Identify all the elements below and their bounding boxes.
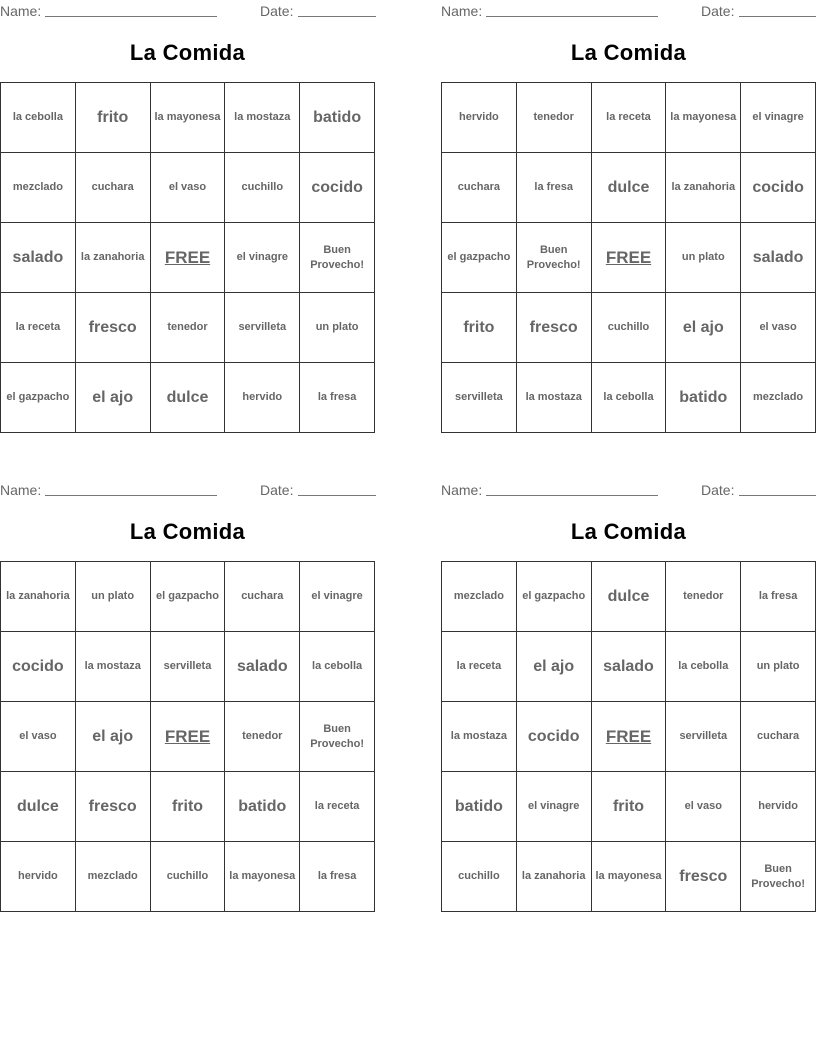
bingo-grid bbox=[0, 561, 375, 912]
bingo-cell: fresco bbox=[666, 842, 741, 912]
bingo-cell: dulce bbox=[592, 153, 667, 223]
bingo-cell: cuchara bbox=[741, 702, 816, 772]
card-title: La Comida bbox=[129, 40, 246, 65]
date-blank-line bbox=[739, 16, 816, 17]
bingo-cell: la fresa bbox=[741, 562, 816, 632]
bingo-cell: el ajo bbox=[517, 632, 592, 702]
bingo-cell: mezclado bbox=[76, 842, 151, 912]
bingo-cell: la mostaza bbox=[442, 702, 517, 772]
bingo-cell: tenedor bbox=[517, 83, 592, 153]
bingo-cell: el ajo bbox=[76, 702, 151, 772]
bingo-cell: el ajo bbox=[666, 293, 741, 363]
date-blank-line bbox=[298, 495, 376, 496]
bingo-cell: la fresa bbox=[300, 363, 375, 433]
free-space-cell: FREE bbox=[151, 223, 226, 293]
bingo-cell: la zanahoria bbox=[517, 842, 592, 912]
bingo-cell: servilleta bbox=[666, 702, 741, 772]
name-blank-line bbox=[45, 495, 217, 496]
card-title: La Comida bbox=[570, 519, 687, 544]
bingo-cell: dulce bbox=[151, 363, 226, 433]
bingo-cell: la mayonesa bbox=[151, 83, 226, 153]
bingo-cell: servilleta bbox=[442, 363, 517, 433]
card-header bbox=[0, 479, 375, 501]
bingo-cell: el vaso bbox=[666, 772, 741, 842]
name-label: Name: bbox=[441, 3, 483, 19]
date-label: Date: bbox=[701, 3, 735, 19]
bingo-cell: el gazpacho bbox=[1, 363, 76, 433]
date-blank-line bbox=[739, 495, 816, 496]
bingo-cell: cuchara bbox=[442, 153, 517, 223]
bingo-cell: cuchillo bbox=[225, 153, 300, 223]
bingo-cell: salado bbox=[1, 223, 76, 293]
bingo-cell: el vaso bbox=[1, 702, 76, 772]
bingo-cell: la receta bbox=[442, 632, 517, 702]
free-space-cell: FREE bbox=[592, 702, 667, 772]
bingo-cell: la cebolla bbox=[666, 632, 741, 702]
bingo-cell: salado bbox=[741, 223, 816, 293]
date-blank-line bbox=[298, 16, 376, 17]
bingo-cell: el gazpacho bbox=[442, 223, 517, 293]
bingo-cell: la receta bbox=[300, 772, 375, 842]
date-label: Date: bbox=[260, 482, 294, 498]
bingo-cell: la mayonesa bbox=[592, 842, 667, 912]
bingo-cell: el gazpacho bbox=[151, 562, 226, 632]
free-space-cell: FREE bbox=[151, 702, 226, 772]
bingo-cell: la cebolla bbox=[592, 363, 667, 433]
bingo-cell: batido bbox=[300, 83, 375, 153]
bingo-cell: frito bbox=[442, 293, 517, 363]
bingo-cell: el gazpacho bbox=[517, 562, 592, 632]
bingo-cell: el vaso bbox=[151, 153, 226, 223]
bingo-cell: la cebolla bbox=[300, 632, 375, 702]
bingo-card-3 bbox=[0, 479, 375, 919]
bingo-cell: el vaso bbox=[741, 293, 816, 363]
bingo-cell: batido bbox=[225, 772, 300, 842]
bingo-cell: tenedor bbox=[225, 702, 300, 772]
bingo-cell: dulce bbox=[592, 562, 667, 632]
bingo-cell: la fresa bbox=[517, 153, 592, 223]
bingo-cell: frito bbox=[76, 83, 151, 153]
bingo-cell: el ajo bbox=[76, 363, 151, 433]
card-title: La Comida bbox=[129, 519, 246, 544]
bingo-cell: cocido bbox=[741, 153, 816, 223]
bingo-cell: la receta bbox=[1, 293, 76, 363]
bingo-cell: mezclado bbox=[1, 153, 76, 223]
bingo-cell: la zanahoria bbox=[76, 223, 151, 293]
card-header bbox=[0, 0, 375, 22]
bingo-cell: cuchara bbox=[225, 562, 300, 632]
bingo-cell: hervido bbox=[1, 842, 76, 912]
bingo-grid bbox=[0, 82, 375, 433]
bingo-cell: tenedor bbox=[151, 293, 226, 363]
free-space-cell: FREE bbox=[592, 223, 667, 293]
bingo-card-2 bbox=[441, 0, 816, 440]
bingo-cell: cuchillo bbox=[592, 293, 667, 363]
bingo-cell: el vinagre bbox=[225, 223, 300, 293]
name-label: Name: bbox=[441, 482, 483, 498]
card-header bbox=[441, 479, 816, 501]
bingo-cell: batido bbox=[666, 363, 741, 433]
bingo-grid bbox=[441, 82, 816, 433]
name-label: Name: bbox=[0, 3, 42, 19]
bingo-cell: cuchara bbox=[76, 153, 151, 223]
bingo-cell: la fresa bbox=[300, 842, 375, 912]
bingo-cell: servilleta bbox=[151, 632, 226, 702]
bingo-cell: cocido bbox=[1, 632, 76, 702]
bingo-cell: frito bbox=[151, 772, 226, 842]
bingo-cell: un plato bbox=[741, 632, 816, 702]
bingo-cell: un plato bbox=[666, 223, 741, 293]
bingo-grid bbox=[441, 561, 816, 912]
bingo-cell: batido bbox=[442, 772, 517, 842]
bingo-cell: tenedor bbox=[666, 562, 741, 632]
name-blank-line bbox=[486, 16, 658, 17]
bingo-cell: salado bbox=[592, 632, 667, 702]
bingo-cell: fresco bbox=[76, 772, 151, 842]
bingo-cell: hervido bbox=[741, 772, 816, 842]
name-blank-line bbox=[45, 16, 217, 17]
bingo-cell: mezclado bbox=[442, 562, 517, 632]
bingo-cell: Buen Provecho! bbox=[300, 702, 375, 772]
bingo-cell: Buen Provecho! bbox=[517, 223, 592, 293]
date-label: Date: bbox=[701, 482, 735, 498]
bingo-cell: el vinagre bbox=[741, 83, 816, 153]
bingo-cell: Buen Provecho! bbox=[741, 842, 816, 912]
bingo-cell: la mostaza bbox=[225, 83, 300, 153]
bingo-cell: servilleta bbox=[225, 293, 300, 363]
bingo-cell: cocido bbox=[300, 153, 375, 223]
bingo-cell: Buen Provecho! bbox=[300, 223, 375, 293]
bingo-cell: fresco bbox=[517, 293, 592, 363]
card-title: La Comida bbox=[570, 40, 687, 65]
bingo-cell: frito bbox=[592, 772, 667, 842]
bingo-cell: cocido bbox=[517, 702, 592, 772]
bingo-cell: fresco bbox=[76, 293, 151, 363]
bingo-card-4 bbox=[441, 479, 816, 919]
name-blank-line bbox=[486, 495, 658, 496]
date-label: Date: bbox=[260, 3, 294, 19]
name-label: Name: bbox=[0, 482, 42, 498]
bingo-cell: la mayonesa bbox=[666, 83, 741, 153]
bingo-cell: hervido bbox=[225, 363, 300, 433]
bingo-cell: la zanahoria bbox=[1, 562, 76, 632]
bingo-cell: un plato bbox=[76, 562, 151, 632]
bingo-cell: hervido bbox=[442, 83, 517, 153]
bingo-cell: cuchillo bbox=[442, 842, 517, 912]
bingo-cell: salado bbox=[225, 632, 300, 702]
bingo-cell: cuchillo bbox=[151, 842, 226, 912]
bingo-cell: la zanahoria bbox=[666, 153, 741, 223]
bingo-cell: la mostaza bbox=[517, 363, 592, 433]
card-header bbox=[441, 0, 816, 22]
bingo-cell: el vinagre bbox=[300, 562, 375, 632]
bingo-cell: mezclado bbox=[741, 363, 816, 433]
bingo-cell: la receta bbox=[592, 83, 667, 153]
bingo-card-1 bbox=[0, 0, 375, 440]
bingo-cell: un plato bbox=[300, 293, 375, 363]
bingo-cell: dulce bbox=[1, 772, 76, 842]
bingo-cell: la mayonesa bbox=[225, 842, 300, 912]
bingo-cell: la mostaza bbox=[76, 632, 151, 702]
bingo-cell: la cebolla bbox=[1, 83, 76, 153]
bingo-cell: el vinagre bbox=[517, 772, 592, 842]
